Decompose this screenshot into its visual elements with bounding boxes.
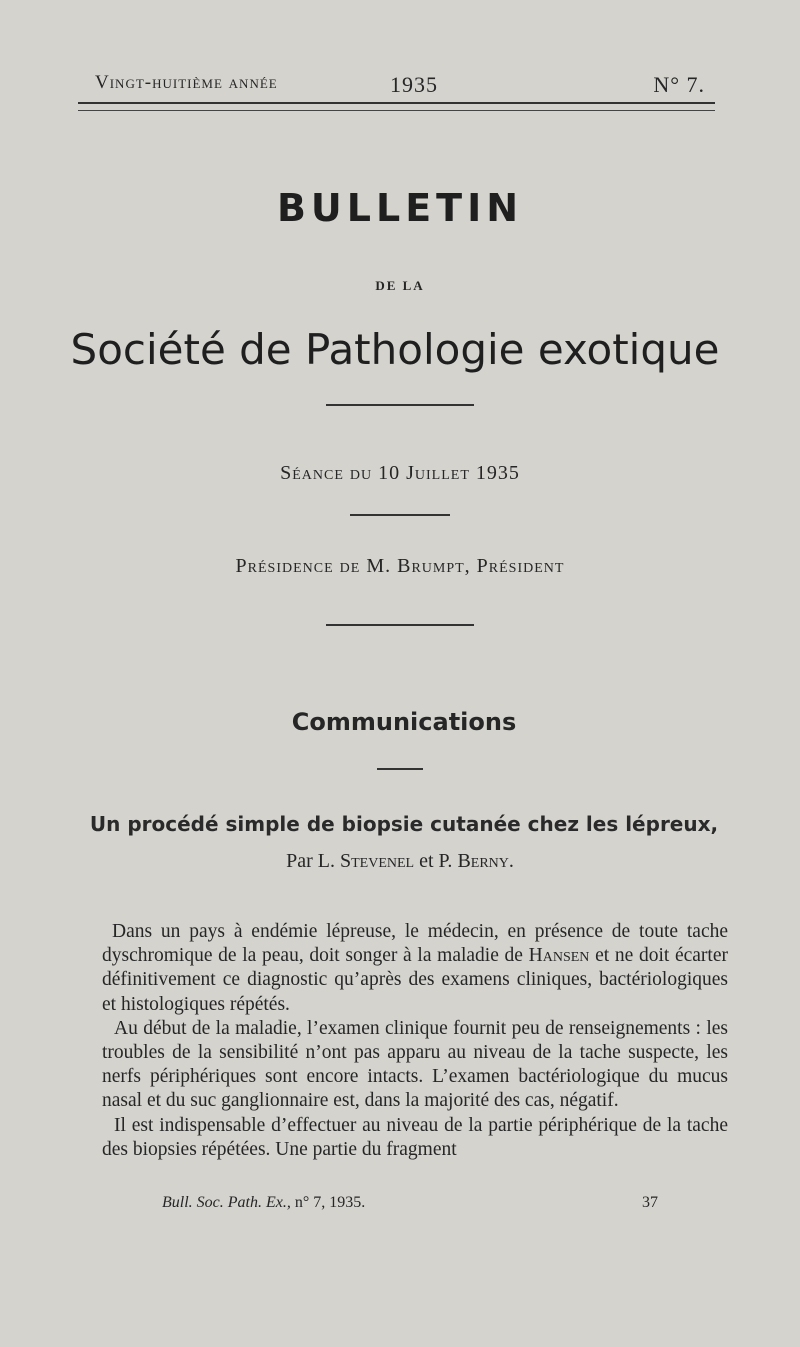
- divider-rule: [326, 624, 474, 626]
- author-stevenel: Stevenel: [339, 850, 415, 872]
- authors-and: et P.: [414, 850, 458, 872]
- citation-issue: n° 7, 1935.: [290, 1194, 366, 1211]
- authors-prefix: Par L.: [286, 850, 340, 872]
- running-head: [95, 72, 705, 102]
- volume-year: Vingt-huitième année: [95, 72, 278, 93]
- divider-rule: [326, 404, 474, 406]
- paragraph-text: Dans un pays à endémie lépreuse, le médecin, en présence de toute tache dyschromique de la peau, doit songer à la maladie de: [102, 921, 728, 967]
- section-heading: Communications: [291, 708, 517, 736]
- article-title: Un procédé simple de biopsie cutanée chez les lépreux,: [89, 812, 719, 836]
- paragraph-text: et ne doit écarter définitivement ce diagnostic qu’après des examens cliniques, bactériologiques et histologiques répétés.: [102, 945, 728, 1015]
- author-berny: Berny: [457, 850, 509, 872]
- article-authors: [0, 850, 800, 873]
- article-body: [102, 920, 728, 1162]
- authors-suffix: .: [508, 850, 514, 872]
- publication-year: 1935: [390, 72, 438, 97]
- page-footer: [162, 1194, 662, 1212]
- session-presidency: Présidence de M. Brumpt, Président: [235, 555, 565, 577]
- journal-citation: Bull. Soc. Path. Ex.,: [162, 1194, 291, 1211]
- paragraph: Au début de la maladie, l’examen clinique fournit peu de renseignements : les troubles de la sensibilité n’ont pas apparu au niveau de la tache suspecte, les nerfs périphériques sont encore intacts. L’examen bactériologique du mucus nasal et du suc ganglionnaire est, dans la majorité des cas, négatif.: [102, 1017, 728, 1112]
- session-date: Séance du 10 Juillet 1935: [280, 462, 520, 484]
- bulletin-de-la: DE LA: [375, 278, 425, 293]
- issue-number: N° 7.: [653, 72, 705, 97]
- name-hansen: Hansen: [528, 945, 590, 967]
- divider-rule: [377, 768, 423, 770]
- society-name: Société de Pathologie exotique: [70, 325, 720, 374]
- paragraph: Il est indispensable d’effectuer au niveau de la partie périphérique de la tache des biopsies répétées. Une partie du fragment: [102, 1114, 728, 1160]
- page-number: 37: [642, 1194, 658, 1211]
- divider-rule: [350, 514, 450, 516]
- bulletin-title: BULLETIN: [276, 186, 524, 230]
- paragraph: [102, 920, 728, 1017]
- header-double-rule: [78, 102, 715, 111]
